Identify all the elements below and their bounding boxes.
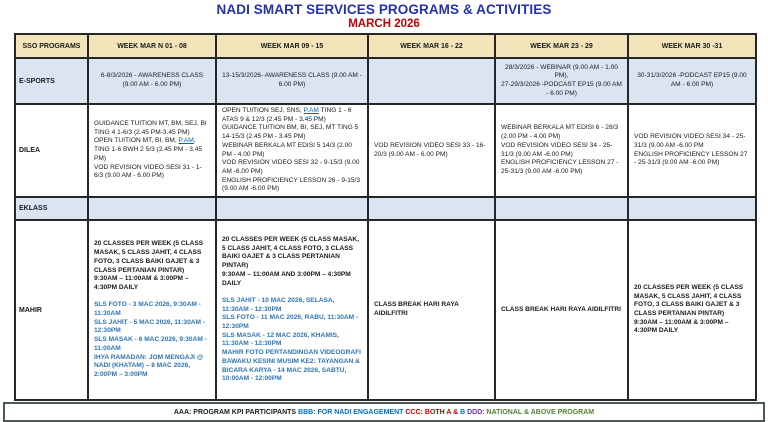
cell-text: SLS MASAK - 6 MAC 2026, 9:30AM - 11:00AM	[94, 336, 207, 352]
schedule-table	[14, 33, 757, 401]
cell-text: WEBINAR BERKALA MT EDISI 6 - 28/3 (2.00 PM - 4.00 PM)	[501, 124, 619, 141]
cell-e-sports-week-5	[628, 58, 756, 104]
cell-text: ENGLISH PROFICIENCY LESSON 26 - 9-15/3 (9.00 AM -6.00 PM)	[222, 176, 361, 193]
program-row-e-sports	[15, 58, 756, 104]
legend-segment-1: BBB: FOR NADI ENGAGEMENT	[298, 409, 406, 417]
cell-e-sports-week-3	[368, 58, 495, 104]
cell-text: SLS JAHIT - 10 MAC 2026, SELASA, 11:30AM - 12:30PM	[222, 296, 335, 313]
cell-text: OPEN TUITION MT, BI, BM,	[94, 137, 179, 145]
cell-text: GUIDANCE TUITION MT, BM, SEJ, BI TING 4 1-6/3 (2.45 PM-3.45 PM)	[94, 120, 207, 136]
cell-eklass-week-1	[88, 197, 216, 220]
cell-text: 6-8/3/2026 - AWARENESS CLASS (9.00 AM - 6.00 PM)	[100, 72, 204, 88]
cell-e-sports-week-4	[495, 58, 628, 104]
cell-text: IHYA RAMADAN: JOM MENGAJI @ NADI (KHATAM) – 8 MAC 2026, 2:00PM – 3:00PM	[94, 353, 204, 378]
program-label-eklass: EKLASS	[15, 197, 88, 220]
cell-text: 28/3/2026 - WEBINAR (9.00 AM - 1.00 PM),	[505, 63, 618, 80]
cell-eklass-week-2	[216, 197, 368, 220]
cell-text: 20 CLASSES PER WEEK (5 CLASS MASAK, 5 CLASS JAHIT, 4 CLASS FOTO, 3 CLASS BAIKI GAJET & 3 CLASS PERTANIAN PINTAR)	[94, 240, 204, 274]
cell-mahir-week-4	[495, 220, 628, 400]
cell-text: TING 1 - 6 ATAS 9 & 12/3 (2.45 PM - 3.45 PM)	[222, 107, 352, 123]
cell-text: VOD REVISION VIDEO SESI 32 - 9-15/3 (9.00 AM -6.00 PM)	[222, 159, 360, 175]
column-header-4: WEEK MAR 23 - 29	[495, 34, 628, 58]
cell-text: SLS FOTO - 3 MAC 2026, 9:30AM - 11:30AM	[94, 301, 201, 318]
cell-text: 27-29/3/2026 -PODCAST EP15 (9.00 AM - 6.00 PM)	[501, 81, 622, 97]
legend-segment-2: CCC: BOTH A &	[405, 409, 461, 417]
cell-text: VOD REVISION VIDEO SESI 31 - 1-6/3 (9.00 AM - 6.00 PM)	[94, 163, 202, 180]
program-label-mahir: MAHIR	[15, 220, 88, 400]
legend-text	[174, 409, 594, 416]
cell-text: ENGLISH PROFICIENCY LESSON 27 - 25-31/3 (9.00 AM -6.00 PM)	[634, 150, 748, 167]
cell-text: SLS FOTO - 11 MAC 2026, RABU, 11:30AM - 12:30PM	[222, 314, 359, 331]
cell-text: ENGLISH PROFICIENCY LESSON 27 - 25-31/3 (9.00 AM -6.00 PM)	[501, 159, 619, 175]
cell-text: MAHIR FOTO PERTANDINGAN VIDEOGRAFI BAWAKU KESINI MUSIM KE2: TAYANGAN & BICARA KARYA - 14 MAC 2026, SABTU, 10:00AM - 12:00PM	[222, 349, 361, 383]
legend-segment-3: B	[460, 409, 468, 417]
legend-bar	[3, 402, 765, 422]
cell-text: SLS MASAK - 12 MAC 2026, KHAMIS, 11:30AM - 12:30PM	[222, 331, 339, 348]
cell-dilea-week-5	[628, 104, 756, 197]
cell-dilea-week-1	[88, 104, 216, 197]
cell-dilea-week-4	[495, 104, 628, 197]
pam-link[interactable]: P.AM	[178, 137, 194, 145]
header-row	[15, 34, 756, 58]
cell-text: OPEN TUITION SEJ, SNS,	[222, 107, 304, 114]
cell-text: 20 CLASSES PER WEEK (5 CLASS MASAK, 5 CLASS JAHIT, 4 CLASS FOTO, 3 CLASS BAIKI GAJET & 3 CLASS PERTANIAN PINTAR)	[222, 236, 360, 270]
legend-segment-5: NATIONAL & ABOVE PROGRAM	[486, 409, 595, 417]
column-header-2: WEEK MAR 09 - 15	[216, 34, 368, 58]
cell-text: 30-31/3/2026 -PODCAST EP15 (9.00 AM - 6.00 PM)	[637, 72, 747, 88]
program-label-e-sports: E-SPORTS	[15, 58, 88, 104]
cell-mahir-week-3	[368, 220, 495, 400]
cell-text: GUIDANCE TUITION BM, BI, SEJ, MT TING 5 14-15/3 (2.45 PM - 3.45 PM)	[222, 124, 359, 141]
cell-text: 20 CLASSES PER WEEK (5 CLASS MASAK, 5 CLASS JAHIT, 4 CLASS FOTO, 3 CLASS BAIKI GAJET & 3 CLASS PERTANIAN PINTAR)	[634, 283, 744, 318]
column-header-5: WEEK MAR 30 -31	[628, 34, 756, 58]
column-header-1: WEEK MAR N 01 - 08	[88, 34, 216, 58]
program-row-mahir	[15, 220, 756, 400]
page-title: NADI SMART SERVICES PROGRAMS & ACTIVITIES	[216, 2, 552, 17]
cell-e-sports-week-2	[216, 58, 368, 104]
pam-link[interactable]: P.AM	[303, 107, 319, 114]
cell-text: 9:30AM – 11:00AM & 3:00PM – 4:30PM DAILY	[94, 275, 189, 291]
column-header-3: WEEK MAR 16 - 22	[368, 34, 495, 58]
legend-segment-0: AAA: PROGRAM KPI PARTICIPANTS	[173, 409, 299, 417]
cell-text: 13-15/3/2026- AWARENESS CLASS (9.00 AM - 6.00 PM)	[222, 72, 362, 88]
cell-text: 9:30AM – 11:00AM AND 3:00PM – 4:30PM DAILY	[222, 270, 351, 287]
cell-text: CLASS BREAK HARI RAYA AIDILFITRI	[501, 305, 621, 313]
cell-text: SLS JAHIT - 5 MAC 2026, 11:30AM - 12:30PM	[94, 318, 206, 335]
program-label-dilea: DILEA	[15, 104, 88, 197]
cell-dilea-week-2	[216, 104, 368, 197]
cell-eklass-week-4	[495, 197, 628, 220]
program-row-eklass	[15, 197, 756, 220]
cell-text: VOD REVISION VIDEO SESI 34 - 25-31/3 (9.00 AM -6.00 PM)	[501, 141, 613, 158]
cell-text: VOD REVISION VIDEO SESI 33 - 16-20/3 (9.00 AM - 6.00 PM)	[374, 141, 486, 158]
cell-text: VOD REVISION VIDEO SESI 34 - 25-31/3 (9.00 AM -6.00 PM	[634, 133, 746, 149]
legend-segment-4: DDD:	[467, 409, 487, 417]
program-row-dilea	[15, 104, 756, 197]
cell-e-sports-week-1	[88, 58, 216, 104]
cell-dilea-week-3	[368, 104, 495, 197]
cell-text: CLASS BREAK HARI RAYA AIDILFITRI	[374, 301, 459, 318]
cell-eklass-week-3	[368, 197, 495, 220]
cell-mahir-week-5	[628, 220, 756, 400]
cell-text: WEBINAR BERKALA MT EDISI 5 14/3 (2.00 PM - 4.00 PM)	[222, 141, 352, 158]
cell-eklass-week-5	[628, 197, 756, 220]
cell-text: , TING 1-6 BWH 2 5/3 (2.45 PM - 3.45 PM)	[94, 137, 203, 162]
page-subtitle: MARCH 2026	[348, 18, 420, 30]
cell-mahir-week-2	[216, 220, 368, 400]
column-header-0: SSO PROGRAMS	[15, 34, 88, 58]
cell-mahir-week-1	[88, 220, 216, 400]
cell-text: 9:30AM – 11:00AM & 3:00PM – 4:30PM DAILY	[634, 318, 729, 335]
